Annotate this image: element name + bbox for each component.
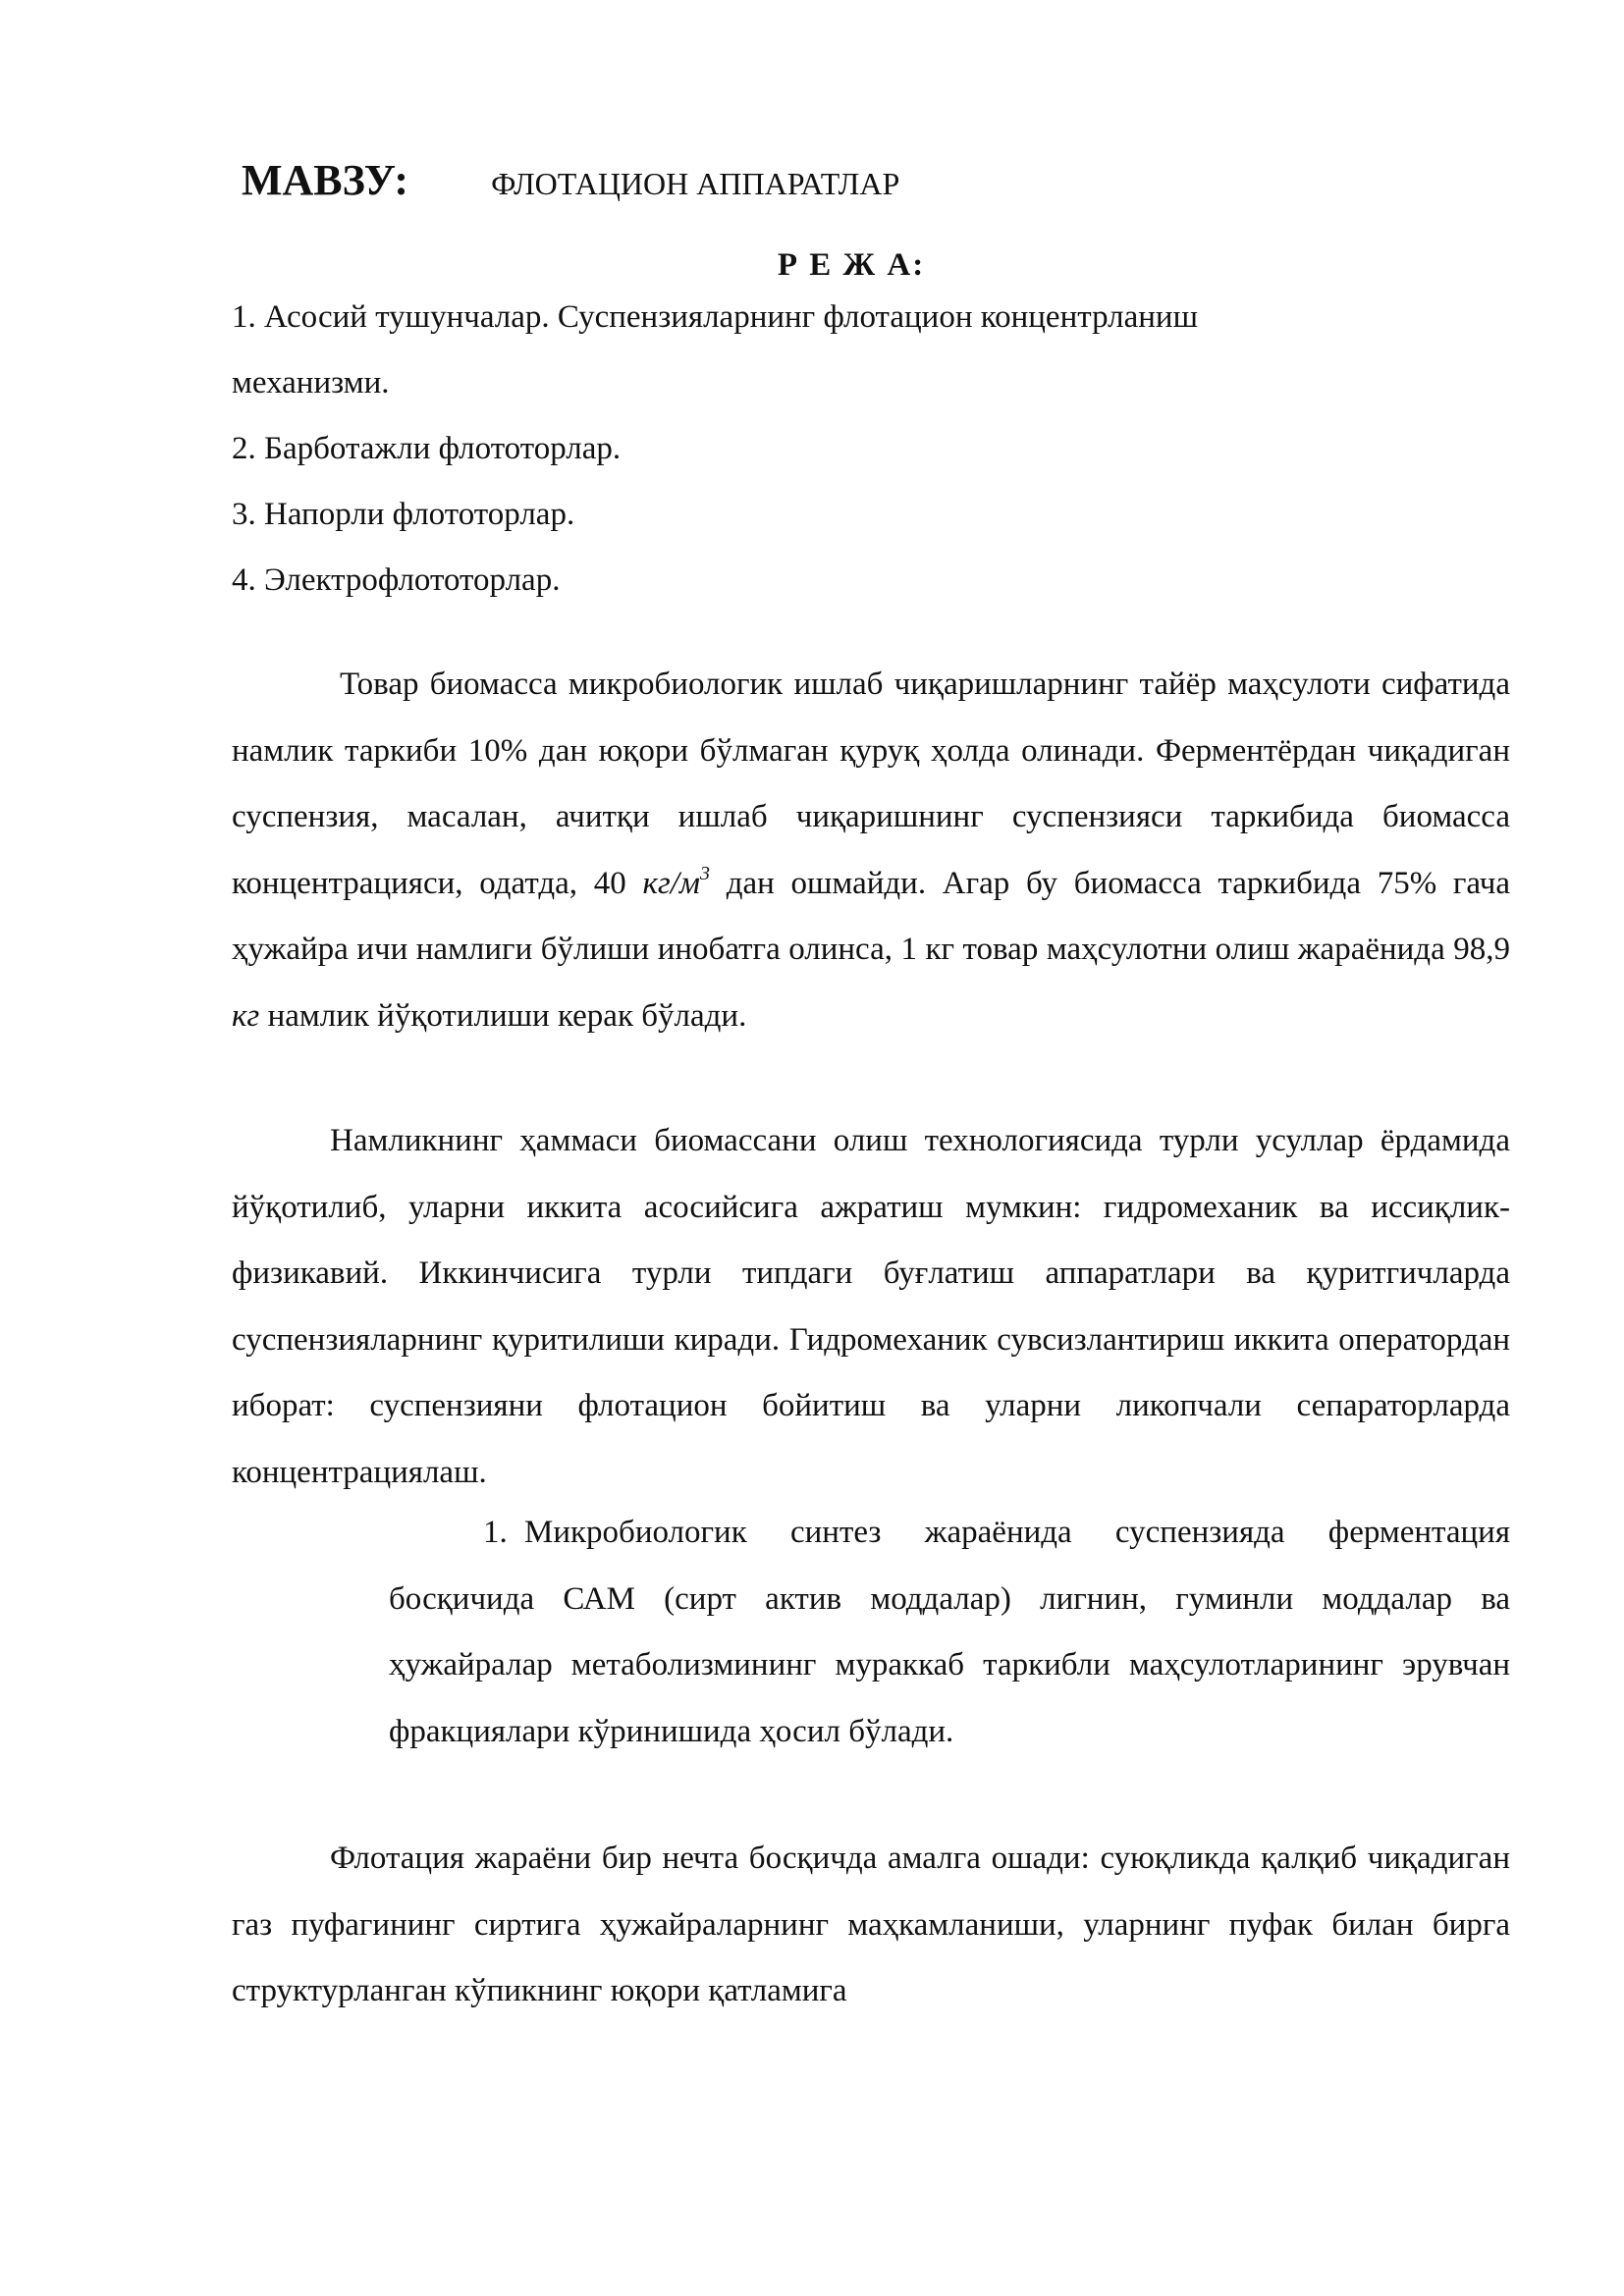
plan-item: 4. Электрофлототорлар. xyxy=(232,562,561,598)
numbered-item-text: Микробиологик синтез жараёнида суспензияда ферментация босқичида САМ (сирт актив моддалар) лигнин, гуминли моддалар ва ҳужайралар метаболизмининг мураккаб таркибли маҳсулотларининг эрувчан фракциялари кўринишида ҳосил бўлади. xyxy=(389,1515,1510,1749)
paragraph-1-text-b: дан ошмайди. Агар бу биомасса таркибида 75% гача ҳужайра ичи намлиги бўлиши инобатга олинса, 1 кг товар маҳсулотни олиш жараёнида 98,9 xyxy=(232,865,1510,967)
plan-heading: Р Е Ж А: xyxy=(777,247,926,283)
topic-label: МАВЗУ: xyxy=(242,156,409,204)
topic-header xyxy=(242,155,899,205)
paragraph-2: Намликнинг ҳаммаси биомассани олиш технологиясида турли усуллар ёрдамида йўқотилиб, уларни иккита асосийсига ажратиш мумкин: гидромеханик ва иссиқлик-физикавий. Иккинчисига турли типдаги буғлатиш аппаратлари ва қуритгичларда суспензияларнинг қуритилиши киради. Гидромеханик сувсизлантириш иккита оператордан иборат: суспензияни флотацион бойитиш ва уларни ликопчали сепараторларда концентрациялаш. xyxy=(232,1123,1510,1490)
list-number: 1. xyxy=(483,1515,508,1550)
unit-kg: кг xyxy=(232,997,260,1034)
unit-kg-per-m3 xyxy=(642,862,710,901)
paragraph-1 xyxy=(232,652,1510,1049)
plan-item: 3. Напорли флототорлар. xyxy=(232,497,575,532)
paragraph-1-text-c: намлик йўқотилиши керак бўлади. xyxy=(259,997,747,1034)
unit-superscript: 3 xyxy=(700,862,710,884)
plan-item: 1. Асосий тушунчалар. Суспензияларнинг флотацион концентрланиш xyxy=(232,299,1198,335)
plan-item: 2. Барботажли флототорлар. xyxy=(232,431,622,466)
topic-title: ФЛОТАЦИОН АППАРАТЛАР xyxy=(491,166,900,201)
paragraph-1-text-a: Товар биомасса микробиологик ишлаб чиқаришларнинг тайёр маҳсулоти сифатида намлик таркиби 10% дан юқори бўлмаган қуруқ ҳолда олинади. Ферментёрдан чиқадиган суспензия, масалан, ачитқи ишлаб чиқаришнинг суспензияси таркибида биомасса концентрацияси, одатда, 40 xyxy=(232,667,1510,901)
plan-list xyxy=(232,285,1508,614)
paragraph-3: Флотация жараёни бир нечта босқичда амалга ошади: суюқликда қалқиб чиқадиган газ пуфагининг сиртига ҳужайраларнинг маҳкамланиши, уларнинг пуфак билан бирга структурланган кўпикнинг юқори қатламига xyxy=(232,1841,1510,2008)
unit-text: кг/м xyxy=(642,865,700,901)
numbered-item xyxy=(389,1500,1510,1765)
plan-item-continuation: механизми. xyxy=(232,365,390,400)
